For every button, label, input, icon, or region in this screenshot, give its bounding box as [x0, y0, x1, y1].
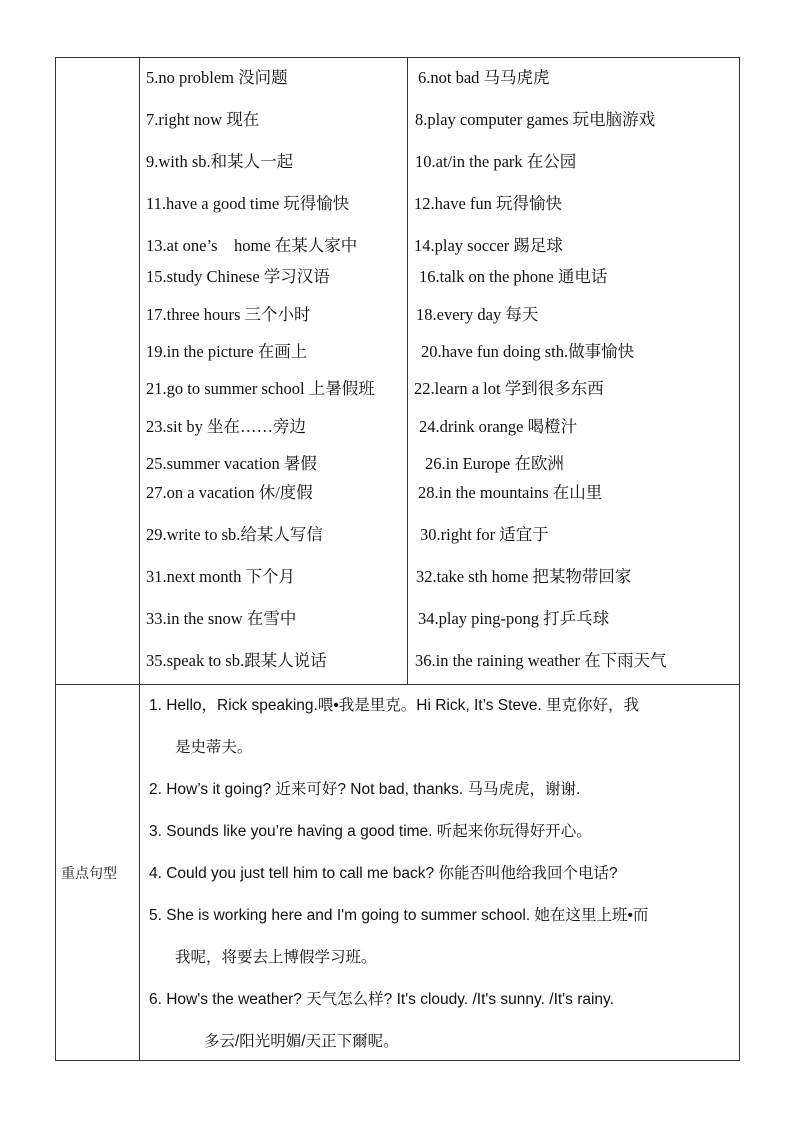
key-sentence: 我呢，将要去上博假学习班。 [175, 949, 377, 966]
phrase-item: 33.in the snow 在雪中 [146, 609, 297, 628]
phrase-item: 9.with sb.和某人一起 [146, 152, 294, 171]
phrase-item: 27.on a vacation 休/度假 [146, 483, 313, 502]
key-sentence: 3. Sounds like you’re having a good time. 听起来你玩得好开心。 [149, 823, 592, 840]
phrase-item: 14.play soccer 踢足球 [414, 236, 563, 255]
phrase-item: 29.write to sb.给某人写信 [146, 525, 323, 544]
phrase-item: 12.have fun 玩得愉快 [414, 194, 563, 213]
phrase-item: 8.play computer games 玩电脑游戏 [415, 110, 656, 129]
phrase-item: 32.take sth home 把某物带回家 [416, 567, 632, 586]
key-sentence: 5. She is working here and I'm going to summer school. 她在这里上班•而 [149, 907, 649, 924]
key-sentence: 是史蒂夫。 [175, 739, 253, 756]
key-sentence: 多云/阳光明媚/天正下爾呢。 [204, 1033, 399, 1050]
phrase-item: 17.three hours 三个小时 [146, 305, 311, 324]
phrase-item: 31.next month 下个月 [146, 567, 295, 586]
phrase-item: 19.in the picture 在画上 [146, 342, 308, 361]
phrase-item: 18.every day 每天 [416, 305, 539, 324]
phrase-item: 21.go to summer school 上暑假班 [146, 379, 375, 398]
phrase-item: 10.at/in the park 在公园 [415, 152, 577, 171]
phrase-item: 22.learn a lot 学到很多东西 [414, 379, 604, 398]
phrase-item: 24.drink orange 喝橙汁 [419, 417, 578, 436]
phrase-item: 30.right for 适宜于 [420, 525, 549, 544]
phrase-item: 15.study Chinese 学习汉语 [146, 267, 330, 286]
section-divider [56, 684, 739, 685]
label-column-divider [139, 58, 140, 1060]
key-sentence: 2. How’s it going? 近来可好? Not bad, thanks. 马马虎虎，谢谢. [149, 781, 581, 798]
key-sentence: 4. Could you just tell him to call me back? 你能否叫他给我回个电话? [149, 865, 618, 882]
phrase-item: 13.at one’s home 在某人家中 [146, 236, 358, 255]
phrase-item: 16.talk on the phone 通电话 [419, 267, 608, 286]
key-sentence: 6. How's the weather? 天气怎么样? It's cloudy. /It's sunny. /It's rainy. [149, 991, 614, 1008]
phrase-item: 28.in the mountains 在山里 [418, 483, 603, 502]
vocabulary-table [55, 57, 740, 1061]
phrase-column-divider [407, 58, 408, 684]
section-label: 重点句型 [61, 865, 117, 881]
phrase-item: 6.not bad 马马虎虎 [418, 68, 550, 87]
phrase-item: 25.summer vacation 暑假 [146, 454, 317, 473]
phrase-item: 5.no problem 没问题 [146, 68, 288, 87]
key-sentence: 1. Hello，Rick speaking.喂•我是里克。Hi Rick, It’s Steve. 里克你好，我 [149, 697, 640, 714]
phrase-item: 26.in Europe 在欧洲 [425, 454, 564, 473]
phrase-item: 36.in the raining weather 在下雨天气 [415, 651, 667, 670]
phrase-item: 23.sit by 坐在……旁边 [146, 417, 306, 436]
phrase-item: 34.play ping-pong 打乒乓球 [418, 609, 610, 628]
phrase-item: 35.speak to sb.跟某人说话 [146, 651, 327, 670]
phrase-item: 11.have a good time 玩得愉快 [146, 194, 350, 213]
phrase-item: 20.have fun doing sth.做事愉快 [421, 342, 635, 361]
phrase-item: 7.right now 现在 [146, 110, 260, 129]
